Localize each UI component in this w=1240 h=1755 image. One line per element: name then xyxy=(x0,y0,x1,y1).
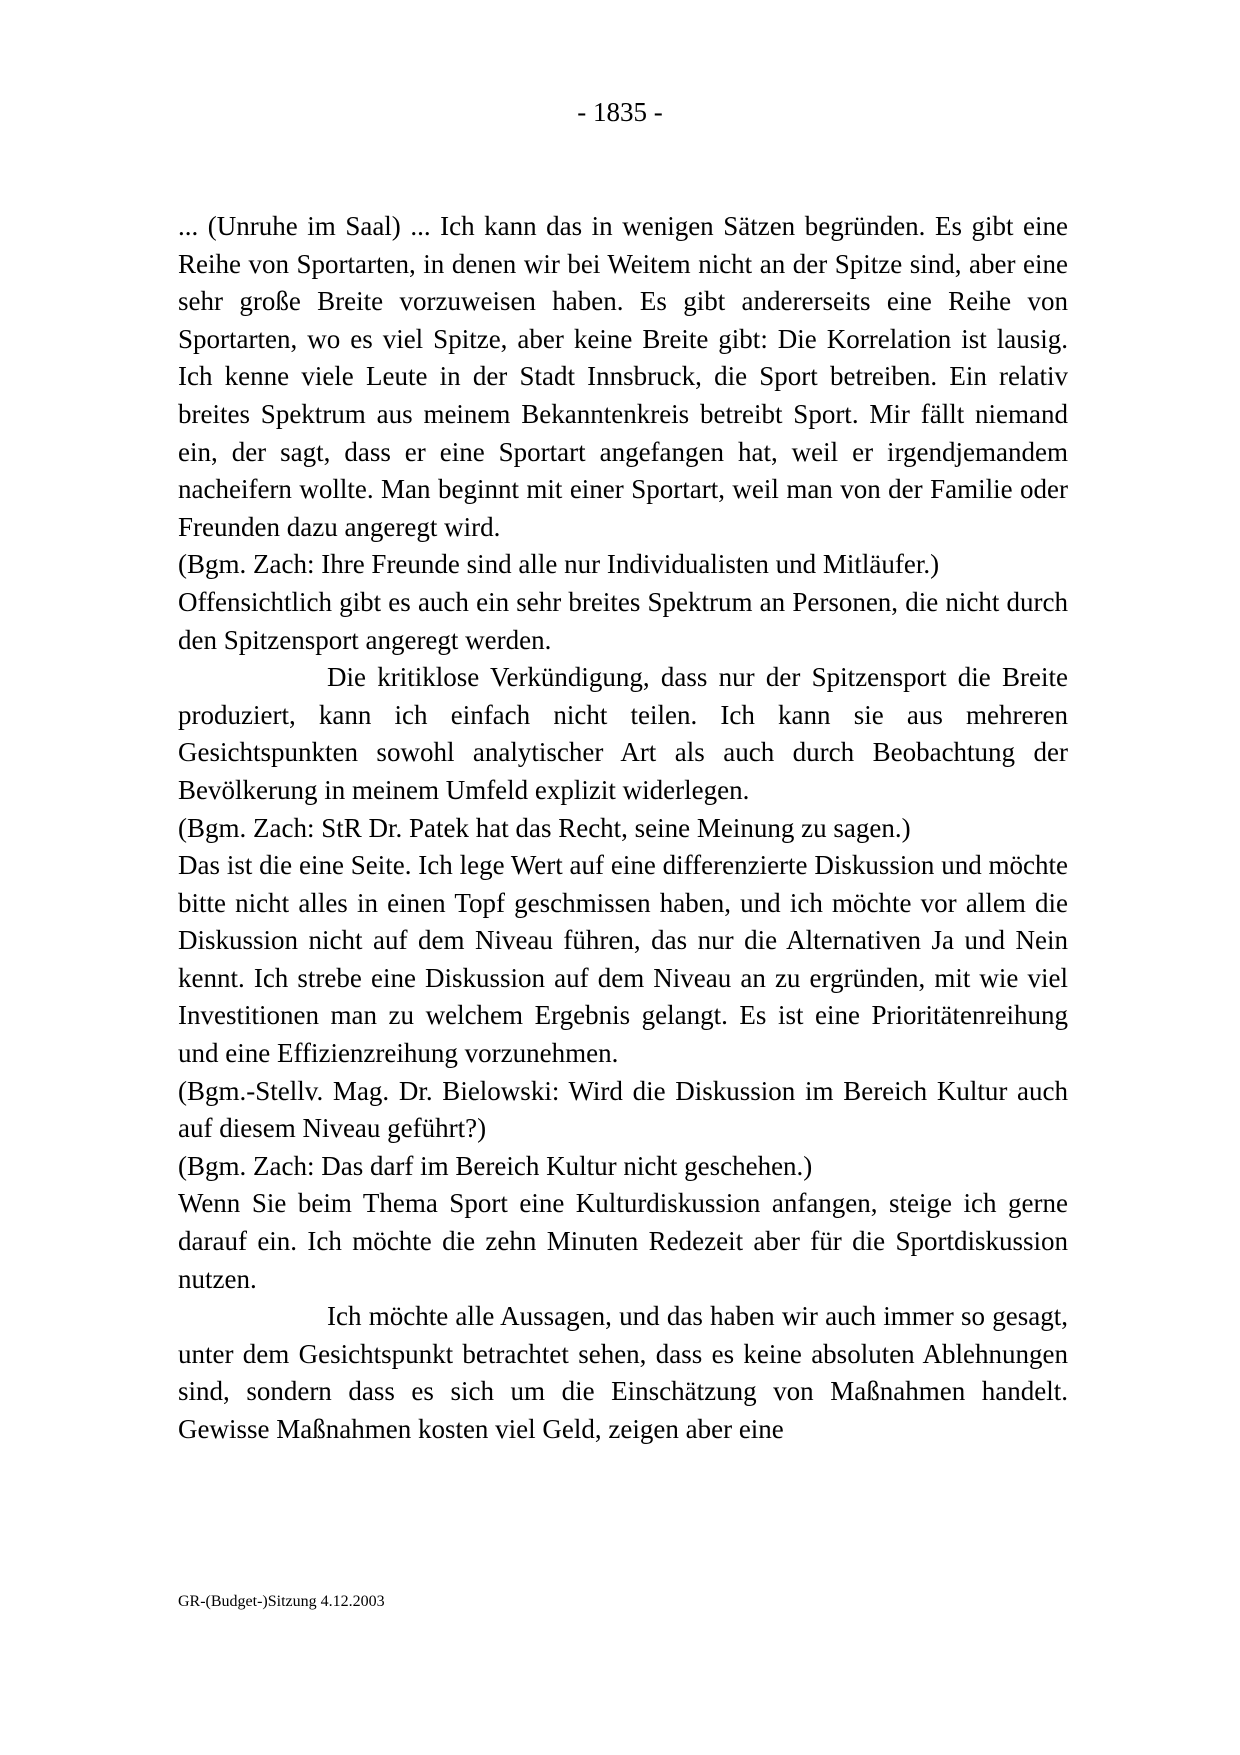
interjection-zach-3: (Bgm. Zach: Das darf im Bereich Kultur nicht geschehen.) xyxy=(178,1150,813,1181)
paragraph-speech-6: Ich möchte alle Aussagen, und das haben wir auch immer so gesagt, unter dem Gesichtspunkt betrachtet sehen, dass es keine absoluten Ablehnungen sind, sondern dass es sich um die Einschätzung von Maßnahmen handelt. Gewisse Maßnahmen kosten viel Geld, zeigen aber eine xyxy=(178,1301,1068,1444)
paragraph-speech-4: Das ist die eine Seite. Ich lege Wert auf eine differenzierte Diskussion und möchte bitte nicht alles in einen Topf geschmissen haben, und ich möchte vor allem die Diskussion nicht auf dem Niveau führen, das nur die Alternativen Ja und Nein kennt. Ich strebe eine Diskussion auf dem Niveau an zu ergründen, mit wie viel Investitionen man zu welchem Ergebnis gelangt. Es ist eine Prioritätenreihung und eine Effizienzreihung vorzunehmen. xyxy=(178,850,1068,1069)
page-number: - 1835 - xyxy=(577,97,663,127)
paragraph-speech-2: Offensichtlich gibt es auch ein sehr breites Spektrum an Personen, die nicht durch den Spitzensport angeregt werden. xyxy=(178,586,1068,655)
document-body xyxy=(178,208,1068,1449)
paragraph-speech-1: ... (Unruhe im Saal) ... Ich kann das in wenigen Sätzen begründen. Es gibt eine Reihe von Sportarten, in denen wir bei Weitem nicht an der Spitze sind, aber eine sehr große Breite vorzuweisen haben. Es gibt andererseits eine Reihe von Sportarten, wo es viel Spitze, aber keine Breite gibt: Die Korrelation ist lausig. Ich kenne viele Leute in der Stadt Innsbruck, die Sport betreiben. Ein relativ breites Spektrum aus meinem Bekanntenkreis betreibt Sport. Mir fällt niemand ein, der sagt, dass er eine Sportart angefangen hat, weil er irgendjemandem nacheifern wollte. Man beginnt mit einer Sportart, weil man von der Familie oder Freunden dazu angeregt wird. xyxy=(178,211,1068,542)
interjection-bielowski: (Bgm.-Stellv. Mag. Dr. Bielowski: Wird die Diskussion im Bereich Kultur auch auf diesem Niveau geführt?) xyxy=(178,1075,1068,1144)
paragraph-speech-3: Die kritiklose Verkündigung, dass nur der Spitzensport die Breite produziert, kann ich einfach nicht teilen. Ich kann sie aus mehreren Gesichtspunkten sowohl analytischer Art als auch durch Beobachtung der Bevölkerung in meinem Umfeld explizit widerlegen. xyxy=(178,662,1068,805)
interjection-zach-1: (Bgm. Zach: Ihre Freunde sind alle nur Individualisten und Mitläufer.) xyxy=(178,549,940,580)
footer-session-label: GR-(Budget-)Sitzung 4.12.2003 xyxy=(178,1593,385,1610)
interjection-zach-2: (Bgm. Zach: StR Dr. Patek hat das Recht, seine Meinung zu sagen.) xyxy=(178,812,911,843)
paragraph-speech-5: Wenn Sie beim Thema Sport eine Kulturdiskussion anfangen, steige ich gerne darauf ein. Ich möchte die zehn Minuten Redezeit aber für die Sportdiskussion nutzen. xyxy=(178,1188,1068,1294)
